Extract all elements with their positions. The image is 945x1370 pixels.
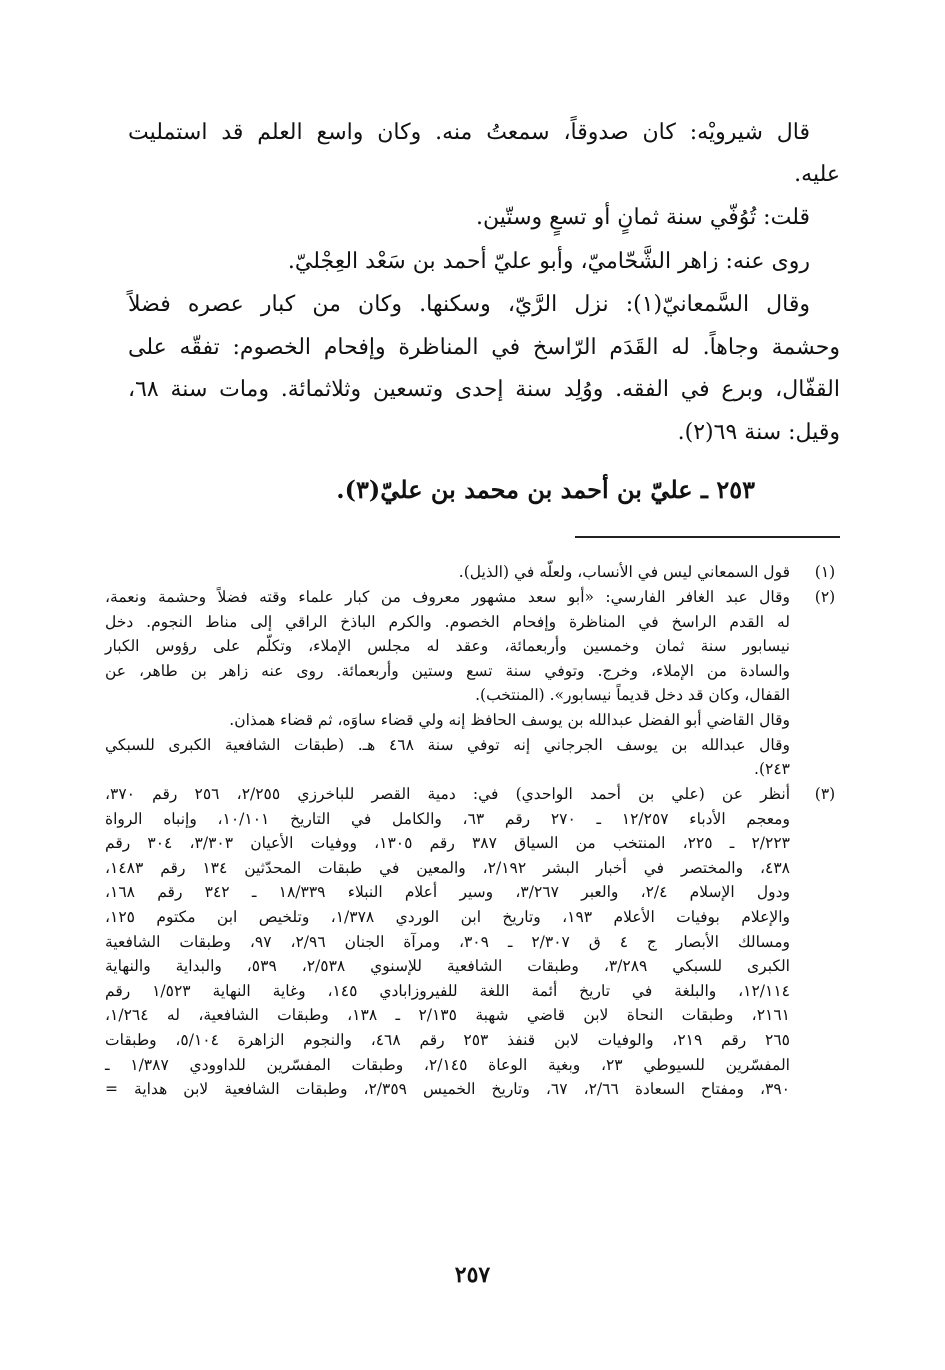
footnote-line: قول السمعاني ليس في الأنساب، ولعلّه في (الذيل). — [458, 563, 790, 581]
main-text-line: وحشمة وجاهاً. له القَدَم الرّاسخ في المناظرة وإفحام الخصوم: تفقّه على — [128, 335, 840, 360]
main-text-line: روى عنه: زاهر الشَّحّاميّ، وأبو عليّ أحمد بن سَعْد العِجْليّ. — [287, 249, 810, 274]
footnote-line: وقال عبدالله بن يوسف الجرجاني إنه توفي سنة ٤٦٨ هـ. (طبقات الشافعية الكبرى للسبكي — [105, 735, 791, 754]
footnote-line: له القدم الراسخ في المناظرة وإفحام الخصوم. والكرم الباذخ الراقي إلى مناط النجوم. دخل — [105, 612, 790, 631]
main-text-line: قلت: تُوُفّي سنة ثمانٍ أو تسعٍ وستّين. — [476, 205, 810, 230]
footnote-line: والإعلام بوفيات الأعلام ١٩٣، وتاريخ ابن الوردي ١/٣٧٨، وتلخيص ابن مكتوم ١٢٥، — [105, 908, 790, 926]
entry-heading: ٢٥٣ ـ عليّ بن أحمد بن محمد بن عليّ(٣). — [336, 475, 755, 504]
footnote-line: ٣٩٠، ومفتاح السعادة ٢/٦٦، ٦٧، وتاريخ الخميس ٢/٣٥٩، وطبقات الشافعية لابن هداية = — [105, 1080, 790, 1099]
footnote-line: ٢٦٥ رقم ٢١٩، والوفيات لابن قنفذ ٢٥٣ رقم ٤٦٨، والنجوم الزاهرة ٥/١٠٤، وطبقات — [105, 1031, 790, 1049]
footnote-line: ودول الإسلام ٢/٤، والعبر ٣/٢٦٧، وسير أعلام النبلاء ١٨/٣٣٩ ـ ٣٤٢ رقم ١٦٨، — [105, 883, 791, 902]
footnote-line: ٤٣٨، والمختصر في أخبار البشر ٢/١٩٢، والمعين في طبقات المحدّثين ١٣٤ رقم ١٤٨٣، — [105, 858, 790, 877]
footnote-line: ومسالك الأبصار ج ٤ ق ٢/٣٠٧ ـ ٣٠٩، ومرآة الجنان ٢/٩٦، ٩٧، وطبقات الشافعية — [105, 932, 790, 951]
footnote-line: الكبرى للسبكي ٣/٢٨٩، وطبقات الشافعية للإسنوي ٢/٥٣٨، ٥٣٩، والبداية والنهاية — [105, 957, 790, 976]
page-number: ٢٥٧ — [454, 1262, 491, 1288]
main-text-line: القفّال، وبرع في الفقه. ووُلِد سنة إحدى وتسعين وثلاثمائة. ومات سنة ٦٨، — [128, 377, 840, 402]
footnote-number: (٢) — [814, 588, 836, 606]
footnote-line: ٢/٢٢٣ ـ ٢٢٥، المنتخب من السياق ٣٨٧ رقم ١٣٠٥، ووفيات الأعيان ٣/٣٠٣، ٣٠٤ رقم — [105, 834, 790, 853]
footnote-line: والسادة من الإملاء، وخرج. وتوفي سنة تسع وستين وأربعمائة. روى عنه زاهر بن طاهر، عن — [105, 661, 790, 680]
footnote-line: وقال عبد الغافر الفارسي: «أبو سعد مشهور معروف من كبار علماء وقته فضلاً وحشمة ونعمة، — [105, 588, 790, 606]
main-text-line: وقال السَّمعانيّ(١): نزل الرَّيّ، وسكنها. وكان من كبار عصره فضلاً — [128, 292, 811, 317]
footnote-line: القفال، وكان قد دخل قديماً نيسابور». (المنتخب). — [475, 686, 790, 705]
footnote-divider — [575, 536, 840, 538]
footnote-line: ١٢/١١٤، والبلغة في تاريخ أئمة اللغة للفيروزابادي ١٤٥، وغاية النهاية ١/٥٢٣ رقم — [105, 981, 791, 1000]
main-text-line: وقيل: سنة ٦٩(٢). — [677, 420, 840, 445]
footnote-line: ٢٤٣). — [754, 760, 790, 779]
footnote-line: المفسّرين للسيوطي ٢٣، وبغية الوعاة ٢/١٤٥، وطبقات المفسّرين للداوودي ١/٣٨٧ ـ — [105, 1055, 790, 1074]
footnote-number: (١) — [814, 563, 836, 581]
footnote-line: وقال القاضي أبو الفضل عبدالله بن يوسف الحافظ إنه ولي قضاء ساوَه، ثم قضاء همذان. — [229, 711, 790, 729]
footnote-line: ومعجم الأدباء ١٢/٢٥٧ ـ ٢٧٠ رقم ٦٣، والكامل في التاريخ ١٠/١٠١، وإنباه الرواة — [105, 809, 790, 828]
main-text-line: عليه. — [794, 162, 840, 187]
main-text-line: قال شيرويْه: كان صدوقاً، سمعتُ منه. وكان واسع العلم قد استمليت — [128, 120, 810, 145]
footnote-number: (٣) — [814, 785, 836, 803]
footnote-line: أنظر عن (علي بن أحمد الواحدي) في: دمية القصر للباخرزي ٢/٢٥٥، ٢٥٦ رقم ٣٧٠، — [105, 785, 791, 803]
footnote-line: ٢١٦١، وطبقات النحاة لابن قاضي شهبة ٢/١٣٥ ـ ١٣٨، وطبقات الشافعية، له ١/٢٦٤، — [105, 1006, 790, 1025]
footnote-line: نيسابور سنة ثمان وخمسين وأربعمائة، وعقد له مجلس الإملاء، وتكلّم على رؤوس الكبار — [105, 637, 790, 656]
